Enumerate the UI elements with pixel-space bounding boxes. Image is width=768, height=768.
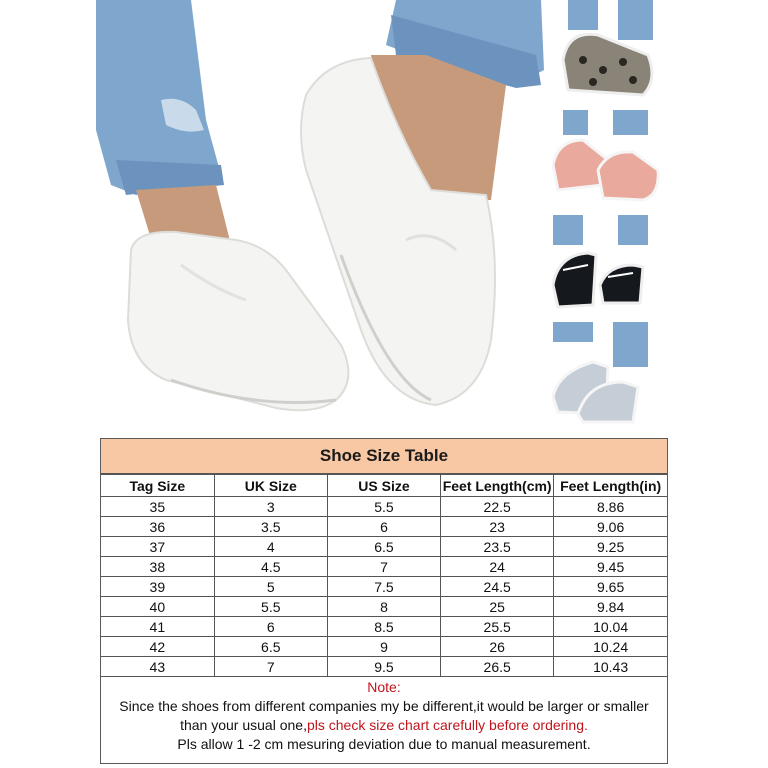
leopard-shoe-icon [548, 0, 668, 104]
pink-shoe-icon [548, 110, 668, 214]
note-line-1: Since the shoes from different companies my be different,it would be larger or smaller [119, 698, 649, 714]
table-row [101, 637, 667, 657]
size-grid [101, 474, 667, 677]
table-row [101, 617, 667, 637]
main-product-photo [96, 0, 546, 432]
table-title: Shoe Size Table [101, 439, 667, 474]
table-row [101, 577, 667, 597]
col-feet-length-cm: Feet Length(cm) [441, 475, 554, 497]
cell-feet-length-in: 9.45 [554, 557, 667, 577]
cell-tag-size: 42 [101, 637, 214, 657]
cell-feet-length-cm: 22.5 [441, 497, 554, 517]
cell-uk-size: 5.5 [214, 597, 327, 617]
variant-thumbnails [548, 0, 668, 432]
shoe-size-table [100, 438, 668, 764]
cell-feet-length-cm: 23.5 [441, 537, 554, 557]
table-row [101, 657, 667, 677]
col-uk-size: UK Size [214, 475, 327, 497]
cell-tag-size: 39 [101, 577, 214, 597]
note-heading: Note: [367, 679, 401, 695]
cell-us-size: 7.5 [327, 577, 440, 597]
cell-feet-length-in: 9.84 [554, 597, 667, 617]
cell-uk-size: 6.5 [214, 637, 327, 657]
cell-feet-length-in: 10.04 [554, 617, 667, 637]
cell-tag-size: 40 [101, 597, 214, 617]
black-shoe-icon [548, 215, 668, 319]
cell-feet-length-cm: 24.5 [441, 577, 554, 597]
col-tag-size: Tag Size [101, 475, 214, 497]
table-row [101, 537, 667, 557]
cell-feet-length-in: 9.06 [554, 517, 667, 537]
header-row [101, 475, 667, 497]
cell-us-size: 8 [327, 597, 440, 617]
cell-uk-size: 6 [214, 617, 327, 637]
note-line-2 [101, 716, 667, 735]
cell-tag-size: 37 [101, 537, 214, 557]
cell-feet-length-in: 9.25 [554, 537, 667, 557]
table-row [101, 517, 667, 537]
cell-us-size: 9.5 [327, 657, 440, 677]
cell-uk-size: 3 [214, 497, 327, 517]
cell-uk-size: 4.5 [214, 557, 327, 577]
cell-feet-length-in: 10.24 [554, 637, 667, 657]
cell-feet-length-cm: 23 [441, 517, 554, 537]
cell-us-size: 7 [327, 557, 440, 577]
cell-tag-size: 41 [101, 617, 214, 637]
cell-feet-length-in: 10.43 [554, 657, 667, 677]
cell-feet-length-cm: 26 [441, 637, 554, 657]
grey-shoe-icon [548, 322, 668, 426]
note-line-3: Pls allow 1 -2 cm mesuring deviation due to manual measurement. [177, 736, 591, 752]
thumbnail-pink[interactable] [548, 110, 668, 214]
cell-us-size: 6 [327, 517, 440, 537]
cell-tag-size: 35 [101, 497, 214, 517]
cell-uk-size: 7 [214, 657, 327, 677]
table-row [101, 557, 667, 577]
cell-uk-size: 3.5 [214, 517, 327, 537]
table-row [101, 597, 667, 617]
cell-feet-length-cm: 25.5 [441, 617, 554, 637]
cell-tag-size: 38 [101, 557, 214, 577]
thumbnail-black[interactable] [548, 215, 668, 319]
col-feet-length-in: Feet Length(in) [554, 475, 667, 497]
cell-us-size: 5.5 [327, 497, 440, 517]
cell-feet-length-cm: 24 [441, 557, 554, 577]
cell-us-size: 9 [327, 637, 440, 657]
table-row [101, 497, 667, 517]
cell-uk-size: 4 [214, 537, 327, 557]
cell-feet-length-in: 9.65 [554, 577, 667, 597]
cell-feet-length-in: 8.86 [554, 497, 667, 517]
cell-uk-size: 5 [214, 577, 327, 597]
thumbnail-leopard[interactable] [548, 0, 668, 104]
cell-tag-size: 43 [101, 657, 214, 677]
note-line-2-warning: pls check size chart carefully before ordering. [306, 717, 588, 733]
white-shoes-illustration [96, 0, 546, 432]
cell-us-size: 8.5 [327, 617, 440, 637]
thumbnail-light-grey[interactable] [548, 322, 668, 426]
col-us-size: US Size [327, 475, 440, 497]
cell-tag-size: 36 [101, 517, 214, 537]
cell-feet-length-cm: 26.5 [441, 657, 554, 677]
cell-feet-length-cm: 25 [441, 597, 554, 617]
cell-us-size: 6.5 [327, 537, 440, 557]
size-note [101, 677, 667, 754]
note-line-2-text: than your usual one, [180, 717, 307, 733]
